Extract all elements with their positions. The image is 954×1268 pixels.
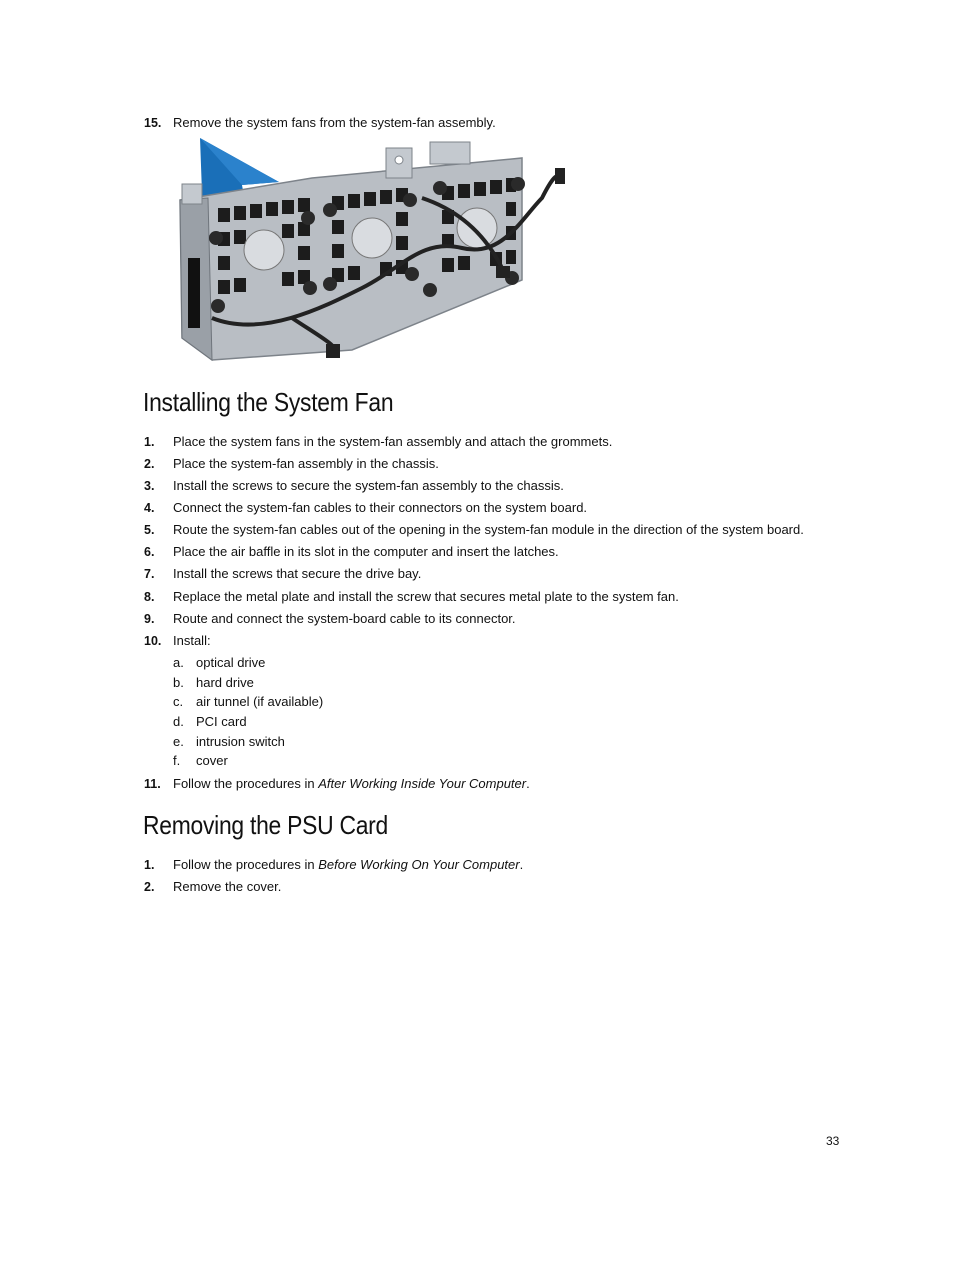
step-number: 6. xyxy=(144,545,155,559)
step-number: 10. xyxy=(144,634,162,648)
substep-text: intrusion switch xyxy=(196,734,285,749)
step-text: Follow the procedures in After Working Inside Your Computer. xyxy=(173,776,530,791)
step-15 xyxy=(144,114,496,132)
section-title-installing: Installing the System Fan xyxy=(143,387,394,417)
page-number: 33 xyxy=(826,1134,840,1148)
substep-text: optical drive xyxy=(196,655,266,670)
substep xyxy=(173,693,323,711)
substep-letter: a. xyxy=(173,655,184,670)
substep-text: air tunnel (if available) xyxy=(196,694,324,709)
step-text: Install: xyxy=(173,633,211,648)
install-step xyxy=(144,455,439,473)
install-step xyxy=(144,610,516,628)
substep-letter: d. xyxy=(173,714,184,729)
step-number: 8. xyxy=(144,590,155,604)
install-step xyxy=(144,775,530,793)
install-step xyxy=(144,632,211,650)
substep xyxy=(173,654,265,672)
step-number: 7. xyxy=(144,567,155,581)
install-step xyxy=(144,588,679,606)
install-step xyxy=(144,499,587,517)
substep-letter: c. xyxy=(173,694,184,709)
step-text: Connect the system-fan cables to their connectors on the system board. xyxy=(173,500,588,515)
step-number: 15. xyxy=(144,116,162,130)
substep xyxy=(173,752,228,770)
cross-reference: After Working Inside Your Computer xyxy=(318,776,527,791)
step-text: Route the system-fan cables out of the opening in the system-fan module in the direction of the system board. xyxy=(173,522,804,537)
step-number: 9. xyxy=(144,612,155,626)
step-number: 5. xyxy=(144,523,155,537)
step-text: Replace the metal plate and install the screw that secures metal plate to the system fan. xyxy=(173,589,679,604)
step-number: 2. xyxy=(144,880,155,894)
install-step xyxy=(144,521,804,539)
step-number: 4. xyxy=(144,501,155,515)
install-step xyxy=(144,543,559,561)
substep xyxy=(173,713,247,731)
substep xyxy=(173,733,285,751)
step-number: 3. xyxy=(144,479,155,493)
step-number: 2. xyxy=(144,457,155,471)
substep-text: hard drive xyxy=(196,675,254,690)
step-text: Install the screws that secure the drive bay. xyxy=(173,566,422,581)
step-text: Place the system fans in the system-fan assembly and attach the grommets. xyxy=(173,434,613,449)
substep-letter: e. xyxy=(173,734,184,749)
install-step xyxy=(144,433,612,451)
step-text: Remove the system fans from the system-fan assembly. xyxy=(173,115,496,130)
step-text: Follow the procedures in Before Working On Your Computer. xyxy=(173,857,524,872)
step-text: Place the air baffle in its slot in the computer and insert the latches. xyxy=(173,544,559,559)
step-number: 1. xyxy=(144,858,155,872)
cross-reference: Before Working On Your Computer xyxy=(318,857,520,872)
step-text: Install the screws to secure the system-fan assembly to the chassis. xyxy=(173,478,564,493)
step-number: 1. xyxy=(144,435,155,449)
psu-step xyxy=(144,878,281,896)
system-fan-assembly-illustration xyxy=(172,138,572,370)
step-text: Place the system-fan assembly in the chassis. xyxy=(173,456,439,471)
section-title-removing-psu: Removing the PSU Card xyxy=(143,810,388,840)
substep-text: PCI card xyxy=(196,714,247,729)
substep xyxy=(173,674,254,692)
substep-text: cover xyxy=(196,753,228,768)
install-step xyxy=(144,477,564,495)
psu-step xyxy=(144,856,523,874)
install-step xyxy=(144,565,421,583)
substep-letter: f. xyxy=(173,753,181,768)
substep-letter: b. xyxy=(173,675,184,690)
step-number: 11. xyxy=(144,777,161,791)
step-text: Route and connect the system-board cable to its connector. xyxy=(173,611,516,626)
step-text: Remove the cover. xyxy=(173,879,282,894)
